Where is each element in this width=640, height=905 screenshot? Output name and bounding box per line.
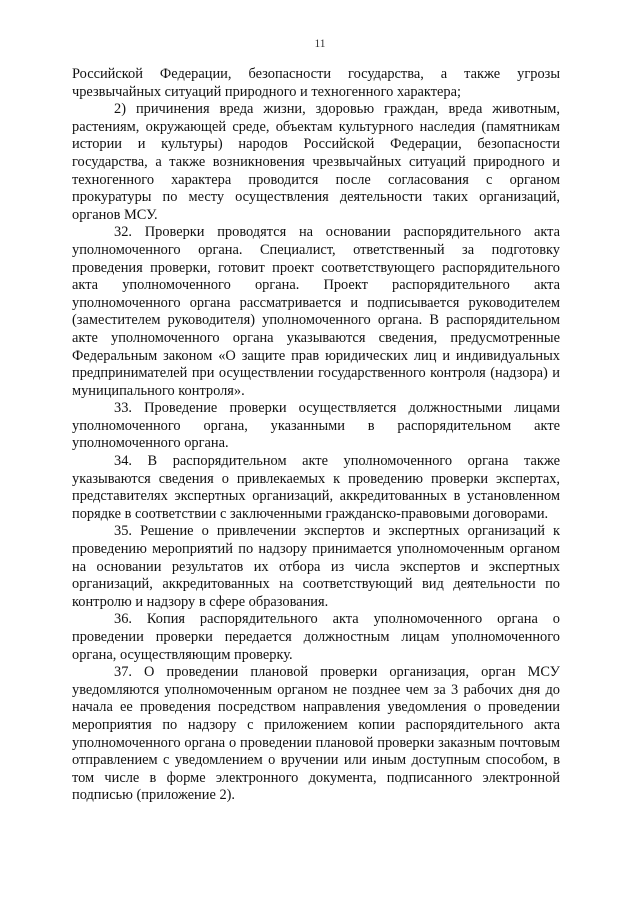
page-number: 11 [314, 38, 326, 50]
paragraph-36: 36. Копия распорядительного акта уполномоченного органа о проведении проверки передается должностным лицам уполномоченного органа, осуществляющим проверку. [72, 611, 560, 663]
paragraph-item-2: 2) причинения вреда жизни, здоровью граждан, вреда животным, растениям, окружающей среде, объектам культурного наследия (памятникам истории и культуры) народов Российской Федерации, безопасности государства, а также возникновения чрезвычайных ситуаций природного и техногенного характера проводится после согласования с органом прокуратуры по месту осуществления деятельности таких организаций, органов МСУ. [72, 101, 560, 223]
paragraph-33: 33. Проведение проверки осуществляется должностными лицами уполномоченного органа, указанными в распорядительном акте уполномоченного органа. [72, 400, 560, 452]
paragraph-32: 32. Проверки проводятся на основании распорядительного акта уполномоченного органа. Специалист, ответственный за подготовку проведения проверки, готовит проект соответствующего распорядительного акта уполномоченного органа. Проект распорядительного акта уполномоченного органа рассматривается и подписывается руководителем (заместителем руководителя) уполномоченного органа. В распорядительном акте уполномоченного органа указываются сведения, предусмотренные Федеральным законом «О защите прав юридических лиц и индивидуальных предпринимателей при осуществлении государственного контроля (надзора) и муниципального контроля». [72, 224, 560, 399]
paragraph-37: 37. О проведении плановой проверки организация, орган МСУ уведомляются уполномоченным органом не позднее чем за 3 рабочих дня до начала ее проведения посредством направления уведомления о проведении мероприятия по надзору с приложением копии распорядительного акта уполномоченного органа о проведении плановой проверки заказным почтовым отправлением с уведомлением о вручении или иным доступным способом, в том числе в форме электронного документа, подписанного электронной подписью (приложение 2). [72, 664, 560, 804]
paragraph-continuation: Российской Федерации, безопасности государства, а также угрозы чрезвычайных ситуаций природного и техногенного характера; [72, 66, 560, 100]
paragraph-35: 35. Решение о привлечении экспертов и экспертных организаций к проведению мероприятий по надзору принимается уполномоченным органом на основании результатов их отбора из числа экспертов и экспертных организаций, аккредитованных на соответствующий вид деятельности по контролю и надзору в сфере образования. [72, 523, 560, 610]
paragraph-34: 34. В распорядительном акте уполномоченного органа также указываются сведения о привлекаемых к проведению проверки экспертах, представителях экспертных организаций, аккредитованных в установленном порядке в соответствии с заключенными гражданско-правовыми договорами. [72, 453, 560, 522]
document-body [72, 66, 560, 805]
